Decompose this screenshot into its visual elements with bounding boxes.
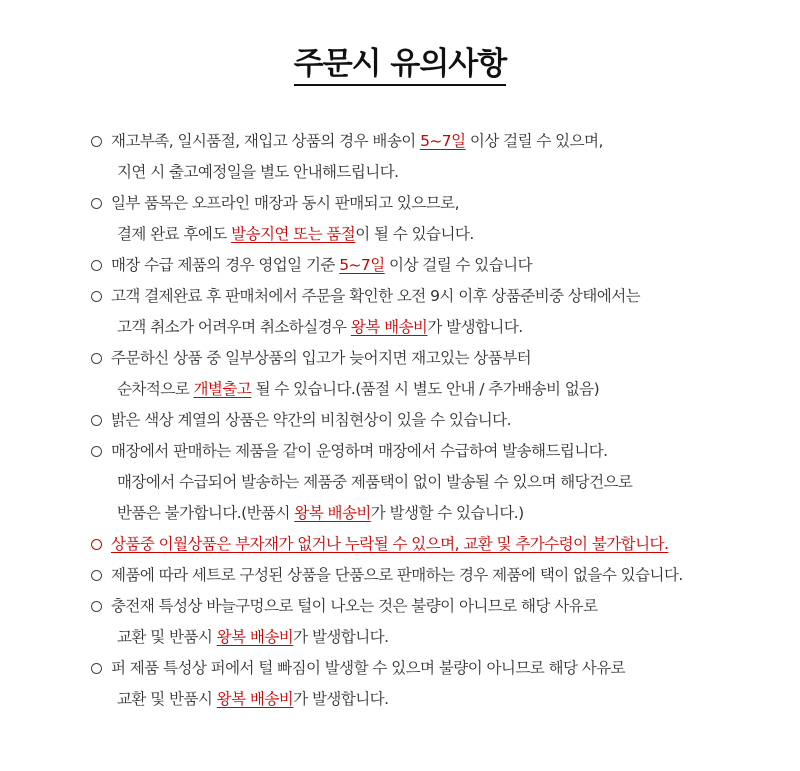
notice-text: 일부 품목은 오프라인 매장과 동시 판매되고 있으므로, [111, 194, 459, 212]
highlight-text: 5~7일 [339, 256, 385, 274]
highlight-text: 5~7일 [420, 132, 466, 150]
notice-line [91, 684, 791, 715]
notice-line [91, 281, 791, 312]
circle-bullet-icon [91, 415, 102, 426]
notice-line [91, 343, 791, 374]
notice-text: 이 될 수 있습니다. [355, 225, 474, 243]
notice-line [91, 126, 791, 157]
notice-line [91, 405, 791, 436]
notice-text: 매장에서 수급되어 발송하는 제품중 제품택이 없이 발송될 수 있으며 해당건으로 [117, 473, 633, 491]
notice-item [91, 281, 791, 343]
page-title: 주문시 유의사항 [294, 38, 506, 86]
notice-line [91, 250, 791, 281]
circle-bullet-icon [91, 570, 102, 581]
notice-text: 재고부족, 일시품절, 재입고 상품의 경우 배송이 [111, 132, 421, 150]
page-title-wrap [0, 38, 800, 86]
highlight-text: 왕복 배송비 [350, 318, 428, 336]
notice-item [91, 560, 791, 591]
notice-item [91, 529, 791, 560]
circle-bullet-icon [91, 136, 102, 147]
circle-bullet-icon [91, 260, 102, 271]
notice-text: 이상 걸릴 수 있습니다 [384, 256, 532, 274]
notice-line [91, 498, 791, 529]
circle-bullet-icon [91, 198, 102, 209]
notice-item [91, 250, 791, 281]
notice-line [91, 312, 791, 343]
highlight-text: 개별출고 [193, 380, 252, 398]
notice-text: 가 발생합니다. [293, 628, 389, 646]
notice-item [91, 405, 791, 436]
circle-bullet-icon [91, 291, 102, 302]
notice-text: 교환 및 반품시 [117, 628, 217, 646]
highlight-text: 발송지연 또는 품절 [231, 225, 356, 243]
notice-line [91, 436, 791, 467]
notice-item [91, 343, 791, 405]
circle-bullet-icon [91, 663, 102, 674]
circle-bullet-icon [91, 539, 102, 550]
notice-text: 퍼 제품 특성상 퍼에서 털 빠짐이 발생할 수 있으며 불량이 아니므로 해당 사유로 [111, 659, 626, 677]
highlight-text: 상품중 이월상품은 부자재가 없거나 누락될 수 있으며, 교환 및 추가수령이 불가합니다. [111, 535, 669, 553]
notice-line [91, 374, 791, 405]
notice-text: 제품에 따라 세트로 구성된 상품을 단품으로 판매하는 경우 제품에 택이 없을수 있습니다. [111, 566, 683, 584]
notice-text: 가 발생할 수 있습니다.) [370, 504, 524, 522]
notice-item [91, 653, 791, 715]
notice-item [91, 591, 791, 653]
notice-line [91, 653, 791, 684]
notice-line [91, 219, 791, 250]
notice-line [91, 467, 791, 498]
notice-text: 교환 및 반품시 [117, 690, 217, 708]
notice-text: 밝은 색상 계열의 상품은 약간의 비침현상이 있을 수 있습니다. [111, 411, 511, 429]
notice-text: 가 발생합니다. [427, 318, 523, 336]
notice-item [91, 126, 791, 188]
notice-line [91, 560, 791, 591]
notice-line [91, 622, 791, 653]
notice-text: 순차적으로 [117, 380, 194, 398]
notice-line [91, 591, 791, 622]
circle-bullet-icon [91, 353, 102, 364]
notice-item [91, 188, 791, 250]
notice-text: 주문하신 상품 중 일부상품의 입고가 늦어지면 재고있는 상품부터 [111, 349, 532, 367]
highlight-text: 왕복 배송비 [216, 690, 294, 708]
notice-item [91, 436, 791, 529]
notice-text: 매장 수급 제품의 경우 영업일 기준 [111, 256, 340, 274]
notice-text: 고객 취소가 어려우며 취소하실경우 [117, 318, 351, 336]
notice-line [91, 157, 791, 188]
notice-line [91, 188, 791, 219]
highlight-text: 왕복 배송비 [294, 504, 371, 522]
circle-bullet-icon [91, 446, 102, 457]
notice-text: 충전재 특성상 바늘구멍으로 털이 나오는 것은 불량이 아니므로 해당 사유로 [111, 597, 598, 615]
notice-line [91, 529, 791, 560]
notice-list [91, 126, 791, 715]
notice-text: 고객 결제완료 후 판매처에서 주문을 확인한 오전 9시 이후 상품준비중 상태에서는 [111, 287, 641, 305]
notice-text: 될 수 있습니다.(품절 시 별도 안내 / 추가배송비 없음) [251, 380, 600, 398]
notice-text: 지연 시 출고예정일을 별도 안내해드립니다. [117, 163, 399, 181]
notice-text: 이상 걸릴 수 있으며, [465, 132, 603, 150]
notice-text: 매장에서 판매하는 제품을 같이 운영하며 매장에서 수급하여 발송해드립니다. [111, 442, 608, 460]
highlight-text: 왕복 배송비 [216, 628, 294, 646]
circle-bullet-icon [91, 601, 102, 612]
notice-text: 반품은 불가합니다.(반품시 [117, 504, 295, 522]
notice-text: 가 발생합니다. [293, 690, 389, 708]
notice-text: 결제 완료 후에도 [117, 225, 232, 243]
